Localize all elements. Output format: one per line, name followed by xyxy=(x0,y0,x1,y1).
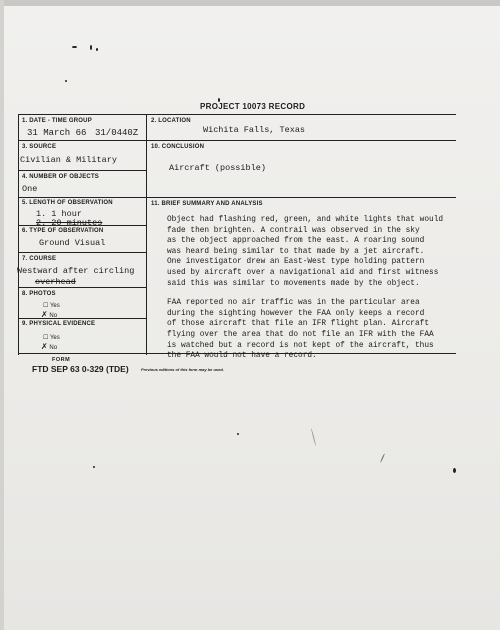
conclusion-value: Aircraft (possible) xyxy=(169,163,266,173)
location-label: 2. LOCATION xyxy=(151,118,191,124)
scan-speck xyxy=(311,428,317,446)
type-of-observation-label: 6. TYPE OF OBSERVATION xyxy=(22,228,104,234)
course-value-line1: Westward after circling xyxy=(17,266,135,276)
scan-speck xyxy=(237,433,239,435)
course-value-line2: overhead xyxy=(35,277,76,287)
number-of-objects-label: 4. NUMBER OF OBJECTS xyxy=(22,174,100,180)
brief-summary-text xyxy=(167,215,467,371)
checkbox-checked-icon: ✗ xyxy=(41,342,48,351)
checkbox-checked-icon: ✗ xyxy=(41,310,48,319)
column-divider xyxy=(146,115,147,355)
source-label: 3. SOURCE xyxy=(22,144,57,150)
brief-summary-label: 11. BRIEF SUMMARY AND ANALYSIS xyxy=(151,201,263,207)
length-value-line1: 1. 1 hour xyxy=(36,209,82,219)
scan-speck xyxy=(380,453,385,462)
time-value: 31/0440Z xyxy=(95,128,139,138)
conclusion-label: 10. CONCLUSION xyxy=(151,144,205,150)
scan-speck xyxy=(93,466,95,468)
physical-evidence-no-option xyxy=(41,342,57,351)
row-divider xyxy=(19,140,456,141)
photos-no-option xyxy=(41,310,57,319)
scan-speck xyxy=(453,468,456,473)
row-divider xyxy=(19,170,146,171)
length-value-line2: 2. 20 minutes xyxy=(36,218,103,228)
row-divider xyxy=(19,318,146,319)
summary-paragraph-1: Object had flashing red, green, and white lights that would fade then brighten. A contrail was observed in the sky as the object approached from the east. A roaring sound was heard being similar to that made by a jet aircraft. One investigator drew an East-West type holding pattern used by aircraft over a navigational aid and first witness said this was similar to movements made by the object. xyxy=(167,216,444,288)
footer-form-code: FTD SEP 63 0-329 (TDE) xyxy=(32,364,129,374)
row-divider xyxy=(19,252,146,253)
physical-evidence-label: 9. PHYSICAL EVIDENCE xyxy=(22,321,96,327)
physical-evidence-no-label: No xyxy=(49,345,58,351)
footer-form-label: FORM xyxy=(52,357,71,363)
page-title: PROJECT 10073 RECORD xyxy=(200,102,306,111)
scan-speck xyxy=(90,45,92,50)
location-value: Wichita Falls, Texas xyxy=(203,125,306,135)
physical-evidence-yes-label: Yes xyxy=(49,335,60,341)
type-of-observation-value: Ground Visual xyxy=(39,238,106,248)
row-divider xyxy=(19,287,146,288)
photos-label: 8. PHOTOS xyxy=(22,291,56,297)
footer-note: Previous editions of this form may be used. xyxy=(141,367,224,372)
photos-yes-label: Yes xyxy=(49,303,60,309)
date-value: 31 March 66 xyxy=(27,128,87,138)
scan-speck xyxy=(96,48,98,51)
left-edge-shadow xyxy=(0,0,4,630)
source-value: Civilian & Military xyxy=(20,155,117,165)
checkbox-empty-icon: ☐ xyxy=(43,335,49,341)
scan-speck xyxy=(65,80,67,82)
course-label: 7. COURSE xyxy=(22,256,57,262)
checkbox-empty-icon: ☐ xyxy=(43,303,49,309)
physical-evidence-yes-option xyxy=(43,334,60,341)
photos-no-label: No xyxy=(49,313,58,319)
photos-yes-option xyxy=(43,302,60,309)
top-edge-shadow xyxy=(0,0,500,6)
scan-speck xyxy=(72,46,77,48)
length-of-observation-label: 5. LENGTH OF OBSERVATION xyxy=(22,200,113,206)
date-time-group-label: 1. DATE - TIME GROUP xyxy=(22,118,92,124)
number-of-objects-value: One xyxy=(22,184,38,194)
summary-paragraph-2: FAA reported no air traffic was in the particular area during the sighting however the FAA only keeps a record of those aircraft that file an IFR flight plan. Aircraft flying over the area that do not file an IFR with the FAA is watched but a record is not kept of the aircraft, thus the FAA would not have a record. xyxy=(167,299,434,361)
row-divider xyxy=(19,197,456,198)
